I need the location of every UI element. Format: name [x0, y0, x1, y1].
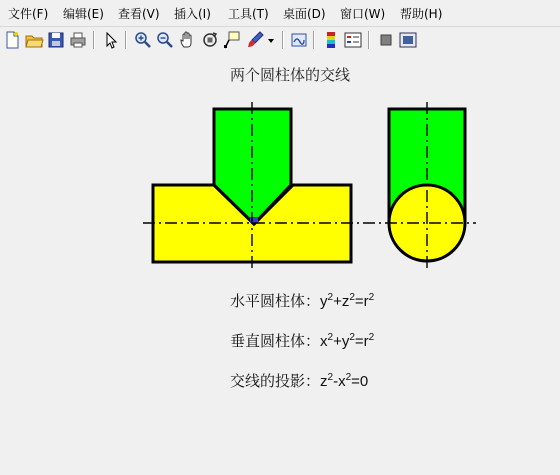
equation-exponent: 2: [327, 292, 334, 303]
brush-icon[interactable]: [245, 30, 265, 50]
rotate-3d-icon[interactable]: [200, 30, 220, 50]
equation-term: z: [320, 373, 328, 390]
equation-operator: =: [354, 293, 364, 310]
equation-exponent: 2: [368, 292, 375, 303]
print-icon[interactable]: [68, 30, 88, 50]
equation-label: 水平圆柱体：: [230, 292, 321, 310]
toolbar-separator: [313, 31, 315, 49]
equation-operator: =: [354, 333, 364, 350]
menu-edit[interactable]: 编辑(E): [63, 7, 104, 21]
toolbar-separator: [125, 31, 127, 49]
equation-exponent: 2: [327, 332, 334, 343]
figure-canvas: [0, 54, 560, 475]
menu-window[interactable]: 窗口(W): [340, 7, 386, 21]
toolbar-separator: [368, 31, 370, 49]
show-plot-tools-icon[interactable]: [398, 30, 418, 50]
equation-exponent: 2: [349, 332, 355, 343]
colorbar-icon[interactable]: [321, 30, 341, 50]
menu-help[interactable]: 帮助(H): [400, 7, 443, 21]
menu-view[interactable]: 查看(V): [118, 7, 160, 21]
intersection-point: [250, 217, 258, 223]
equation-operator: +: [333, 333, 342, 350]
equation-intersection-projection: [230, 370, 368, 391]
legend-icon[interactable]: [343, 30, 363, 50]
zoom-in-icon[interactable]: [133, 30, 153, 50]
equation-exponent: 2: [368, 332, 375, 343]
cylinder-intersection-plot: [0, 54, 560, 475]
equation-term: x: [320, 333, 328, 350]
equation-term: y: [320, 293, 328, 310]
equation-term: r: [363, 333, 369, 350]
equation-horizontal-cylinder: [230, 290, 374, 311]
menu-tools[interactable]: 工具(T): [228, 7, 269, 21]
open-folder-icon[interactable]: [24, 30, 44, 50]
equation-exponent: 2: [349, 292, 355, 303]
equation-label: 交线的投影：: [230, 372, 321, 390]
menu-file[interactable]: 文件(F): [8, 7, 49, 21]
equation-term: x: [338, 373, 346, 390]
equation-label: 垂直圆柱体：: [230, 332, 321, 350]
equation-term: z: [341, 293, 350, 310]
hide-plot-tools-icon[interactable]: [376, 30, 396, 50]
toolbar-separator: [93, 31, 95, 49]
equation-operator: -: [333, 373, 339, 390]
link-plot-icon[interactable]: [289, 30, 309, 50]
new-file-icon[interactable]: [2, 30, 22, 50]
menu-insert[interactable]: 插入(I): [174, 7, 211, 21]
toolbar-separator: [282, 31, 284, 49]
equation-operator: +: [333, 293, 342, 310]
data-cursor-icon[interactable]: [222, 30, 242, 50]
equation-vertical-cylinder: [230, 330, 374, 351]
equation-operator: =0: [351, 373, 369, 390]
chevron-down-icon[interactable]: [266, 30, 276, 50]
toolbar: [0, 26, 560, 53]
equation-term: r: [363, 293, 369, 310]
menu-bar: [0, 0, 560, 24]
menu-desktop[interactable]: 桌面(D): [283, 7, 326, 21]
equation-term: y: [341, 333, 350, 350]
equation-exponent: 2: [327, 372, 334, 383]
save-icon[interactable]: [46, 30, 66, 50]
equation-exponent: 2: [345, 372, 352, 383]
figure-title: 两个圆柱体的交线: [229, 66, 350, 84]
pan-hand-icon[interactable]: [178, 30, 198, 50]
zoom-out-icon[interactable]: [155, 30, 175, 50]
pointer-icon[interactable]: [101, 30, 121, 50]
